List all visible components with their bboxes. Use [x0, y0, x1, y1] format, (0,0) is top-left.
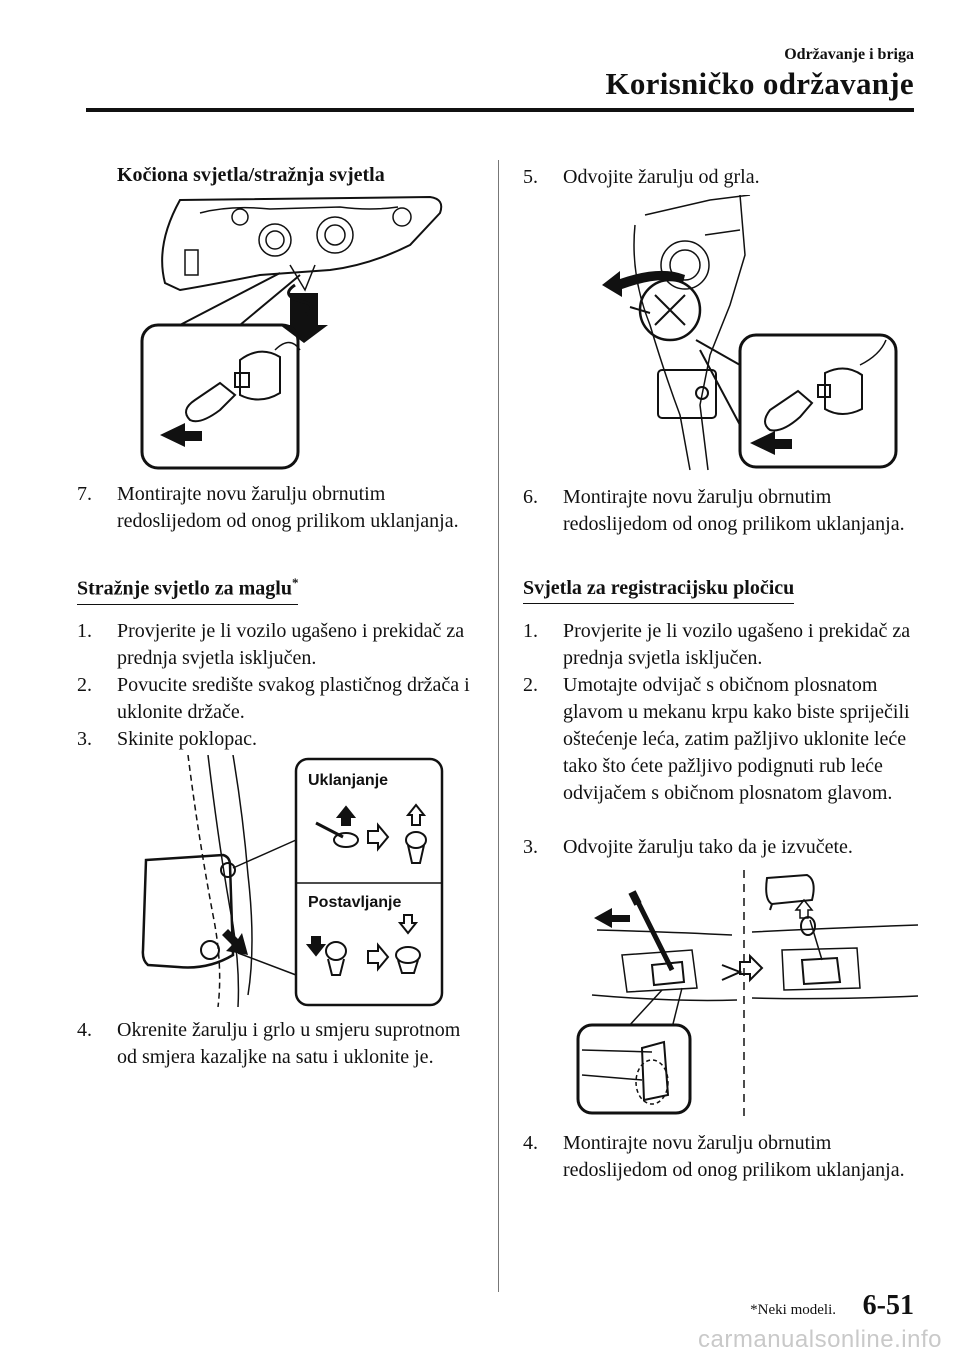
step-number: 1.	[523, 620, 538, 642]
left-step-4	[77, 1017, 477, 1071]
right-step-4	[523, 1130, 923, 1184]
figure-fog-cover	[138, 755, 444, 1007]
figure-bulb-socket	[590, 195, 900, 475]
left-step-7	[77, 481, 477, 535]
page-title: Korisničko održavanje	[605, 66, 914, 101]
step-number: 2.	[77, 674, 92, 696]
section-name: Održavanje i briga	[784, 46, 914, 63]
right-step-2	[523, 672, 923, 807]
step-number: 6.	[523, 486, 538, 508]
right-step-3	[523, 834, 923, 861]
step-text: Okrenite žarulju i grlo u smjeru suprotnom od smjera kazaljke na satu i uklonite je.	[117, 1019, 461, 1068]
column-divider	[498, 160, 499, 1292]
left-step-1	[77, 618, 477, 672]
label-removal: Uklanjanje	[308, 772, 389, 789]
step-text: Montirajte novu žarulju obrnutim redoslijedom od onog prilikom uklanjanja.	[563, 1132, 905, 1181]
step-number: 1.	[77, 620, 92, 642]
heading-rear-fog-light	[77, 570, 298, 605]
page-number: 6-51	[862, 1290, 914, 1321]
right-step-5	[523, 164, 923, 191]
step-number: 3.	[523, 836, 538, 858]
step-text: Skinite poklopac.	[117, 728, 257, 750]
left-step-3	[77, 726, 477, 753]
header-rule	[86, 108, 914, 112]
step-text: Odvojite žarulju tako da je izvučete.	[563, 836, 853, 858]
step-text: Povucite središte svakog plastičnog držača i uklonite držače.	[117, 674, 470, 723]
step-number: 4.	[77, 1019, 92, 1041]
heading-plate-lights: Svjetla za registracijsku pločicu	[523, 575, 794, 604]
step-number: 3.	[77, 728, 92, 750]
label-install: Postavljanje	[308, 894, 402, 911]
heading-text: Stražnje svjetlo za maglu	[77, 577, 292, 600]
asterisk-mark: *	[291, 575, 299, 590]
right-step-6	[523, 484, 923, 538]
watermark: carmanualsonline.info	[698, 1326, 942, 1353]
subtitle-brake-lights: Kočiona svjetla/stražnja svjetla	[117, 164, 385, 186]
footnote: *Neki modeli.	[750, 1302, 836, 1318]
step-number: 4.	[523, 1132, 538, 1154]
step-text: Montirajte novu žarulju obrnutim redoslijedom od onog prilikom uklanjanja.	[563, 486, 905, 535]
step-number: 7.	[77, 483, 92, 505]
step-number: 2.	[523, 674, 538, 696]
step-text: Odvojite žarulju od grla.	[563, 166, 760, 188]
figure-rear-lamp	[140, 195, 460, 473]
step-text: Provjerite je li vozilo ugašeno i prekidač za prednja svjetla isključen.	[117, 620, 465, 669]
step-text: Umotajte odvijač s običnom plosnatom glavom u mekanu krpu kako biste spriječili oštećenje leća, zatim pažljivo uklonite leće tako što ćete pažljivo podignuti rub leće odvijačem s običnom plosnatom glavom.	[563, 674, 910, 804]
step-text: Montirajte novu žarulju obrnutim redoslijedom od onog prilikom uklanjanja.	[117, 483, 459, 532]
step-number: 5.	[523, 166, 538, 188]
figure-plate-light	[572, 870, 918, 1118]
left-step-2	[77, 672, 477, 726]
right-step-1	[523, 618, 923, 672]
step-text: Provjerite je li vozilo ugašeno i prekidač za prednja svjetla isključen.	[563, 620, 911, 669]
